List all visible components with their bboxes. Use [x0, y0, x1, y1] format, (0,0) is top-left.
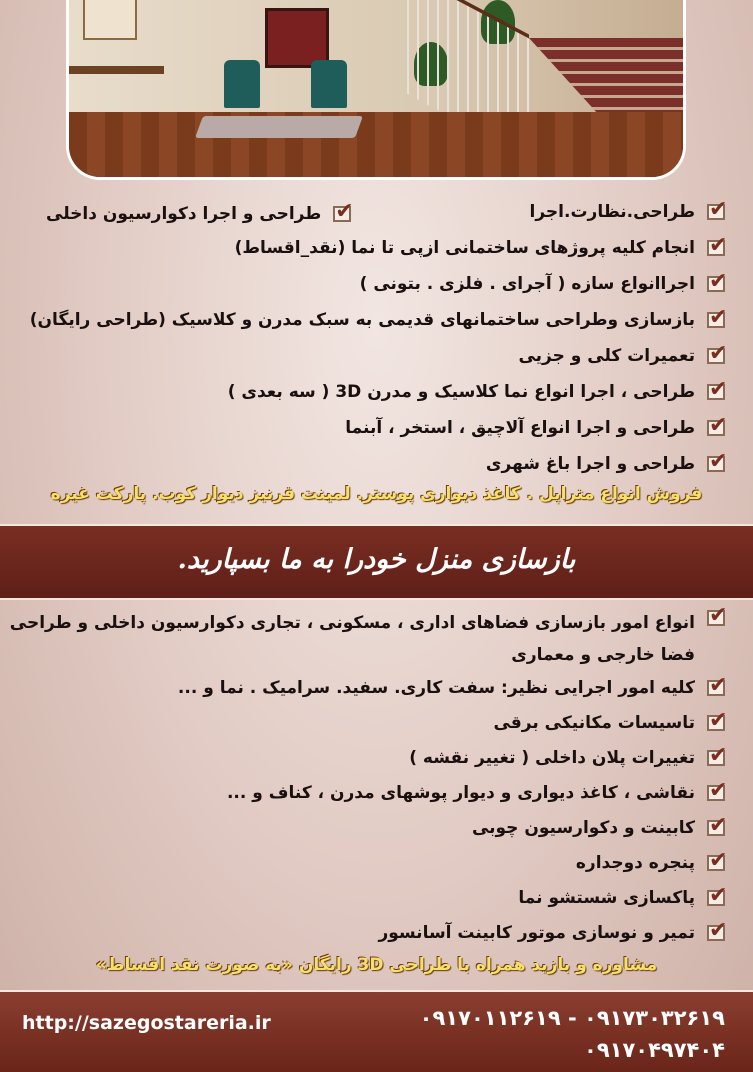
- check-icon: ✔: [709, 233, 728, 258]
- list-item: [6, 918, 731, 957]
- check-icon: ✔: [709, 449, 728, 474]
- check-icon: ✔: [709, 341, 728, 366]
- list-item: [6, 883, 731, 922]
- check-icon: ✔: [709, 848, 728, 873]
- photo-floor: [69, 112, 683, 180]
- list-item: [16, 413, 731, 453]
- list-item-text: بازسازی وطراحی ساختمانهای قدیمی به سبک مدرن و کلاسیک (طراحی رایگان): [29, 310, 695, 330]
- footer: [0, 990, 753, 1072]
- check-icon: ✔: [709, 673, 728, 698]
- list-item: [16, 197, 731, 237]
- list-item-text: انجام کلیه پروژهای ساختمانی ازپی تا نما (نقد_اقساط): [234, 238, 695, 258]
- list-item: [16, 305, 731, 345]
- photo-frame: [83, 0, 137, 40]
- list-item-text: طراحی ، اجرا انواع نما کلاسیک و مدرن 3D ( سه بعدی ): [227, 382, 695, 402]
- photo-chair: [224, 60, 260, 108]
- sales-line: فروش انواع متراپل . کاغذ دیواری پوستر. لمینت قرنیز دیوار کوب. پارکت غیره: [50, 484, 703, 504]
- list-item-text: نقاشی ، کاغذ دیواری و دیوار پوشهای مدرن ، کناف و ...: [226, 783, 695, 803]
- list-item: [16, 341, 731, 381]
- list-item: [6, 743, 731, 782]
- list-item: [16, 233, 731, 273]
- check-icon: ✔: [709, 743, 728, 768]
- list-item: [16, 377, 731, 417]
- list-item: [16, 269, 731, 309]
- list-item-text: کلیه امور اجرایی نظیر: سفت کاری. سفید. سرامیک . نما و ...: [177, 678, 695, 698]
- list-item: [6, 848, 731, 887]
- list-item: [6, 673, 731, 712]
- check-icon: ✔: [335, 199, 354, 224]
- list-item: [6, 778, 731, 817]
- check-icon: ✔: [709, 305, 728, 330]
- check-icon: ✔: [709, 197, 728, 222]
- check-icon: ✔: [709, 377, 728, 402]
- banner-text: بازسازی منزل خودرا به ما بسپارید.: [177, 544, 576, 575]
- list-item-text: اجراانواع سازه ( آجرای . فلزی . بتونی ): [359, 274, 695, 294]
- check-icon: ✔: [709, 883, 728, 908]
- photo-rug: [195, 116, 363, 138]
- top-extra-label: طراحی و اجرا دکوارسیون داخلی: [46, 204, 322, 224]
- list-item-text: پنجره دوجداره: [575, 853, 695, 873]
- list-item-text: پاکسازی شستشو نما: [518, 888, 695, 908]
- list-item-text: طراحی و اجرا باغ شهری: [485, 454, 695, 474]
- website-link[interactable]: http://sazegostareria.ir: [22, 1012, 271, 1034]
- check-icon: ✔: [709, 603, 728, 628]
- check-icon: ✔: [709, 778, 728, 803]
- services-top-list: [16, 197, 731, 489]
- list-item-text: تعمیرات کلی و جزیی: [518, 346, 695, 366]
- phone-numbers[interactable]: ۰۹۱۷۰۱۱۲۶۱۹ - ۰۹۱۷۳۰۳۲۶۱۹: [419, 1006, 725, 1030]
- list-item-text: طراحی.نظارت.اجرا: [529, 202, 695, 222]
- check-icon: ✔: [709, 918, 728, 943]
- list-item-text: انواع امور بازسازی فضاهای اداری ، مسکونی ، تجاری دکوارسیون داخلی و طراحی فضا خارجی و معماری: [9, 613, 695, 665]
- photo-chair: [311, 60, 347, 108]
- services-bottom-list: [6, 603, 731, 957]
- photo-shelf: [69, 66, 164, 74]
- banner: [0, 524, 753, 600]
- check-icon: ✔: [709, 813, 728, 838]
- check-icon: ✔: [709, 269, 728, 294]
- list-item: [6, 708, 731, 747]
- list-item: [6, 603, 731, 677]
- check-icon: ✔: [709, 413, 728, 438]
- list-item-text: تغییرات پلان داخلی ( تغییر نقشه ): [409, 748, 695, 768]
- list-item-text: تاسیسات مکانیکی برقی: [493, 713, 695, 733]
- list-item-text: کابینت و دکوارسیون چوبی: [471, 818, 695, 838]
- list-item-text: تمیر و نوسازی موتور کابینت آسانسور: [378, 923, 695, 943]
- phone-number-2[interactable]: ۰۹۱۷۰۴۹۷۴۰۴: [584, 1038, 725, 1062]
- header-interior-photo: [66, 0, 686, 180]
- check-icon: ✔: [709, 708, 728, 733]
- photo-painting: [265, 8, 329, 68]
- list-item-text: طراحی و اجرا انواع آلاچیق ، استخر ، آبنما: [345, 418, 695, 438]
- list-item: [6, 813, 731, 852]
- consult-line: مشاوره و بازید همراه با طراحی 3D رایگان «به صورت نقد اقساط»: [95, 955, 658, 975]
